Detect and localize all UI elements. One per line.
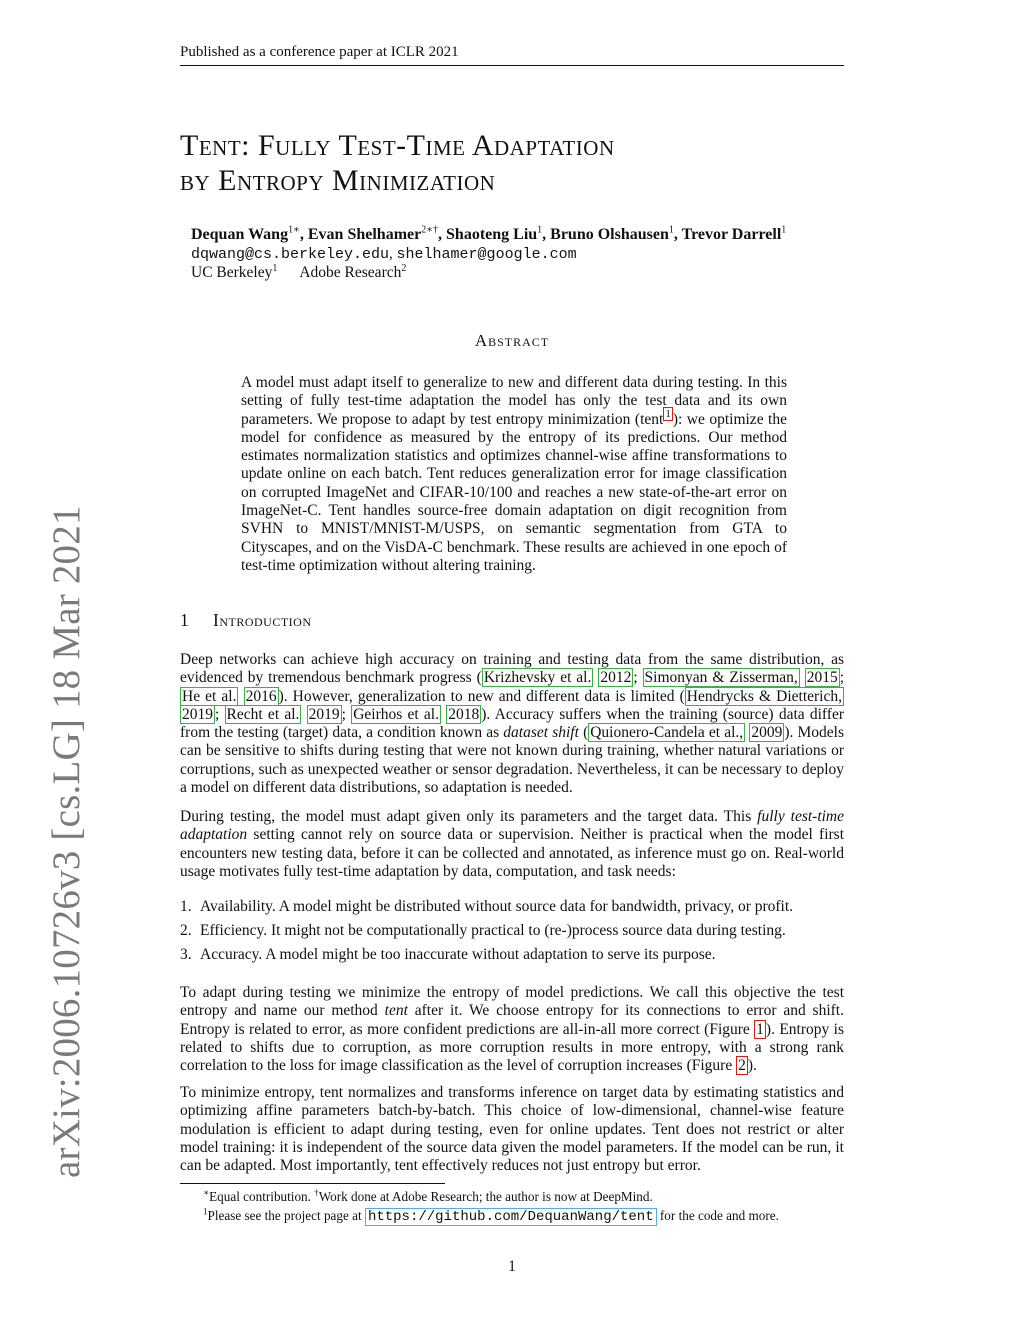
footnote-2 bbox=[203, 1208, 779, 1225]
citation-link[interactable]: Krizhevsky et al. bbox=[483, 669, 592, 687]
body-text: after it. We choose entropy for its connections to error and shift. Entropy is related to error, as more confident predictions are all-in-all more correct (Figure bbox=[180, 1002, 844, 1038]
citation-link[interactable]: 2012 bbox=[600, 669, 632, 687]
list-text: Efficiency. It might not be computationally practical to (re-)process source data during testing. bbox=[200, 922, 786, 939]
author-emails bbox=[191, 246, 577, 263]
emphasis-text: dataset shift bbox=[503, 724, 579, 742]
intro-paragraph-4: To minimize entropy, tent normalizes and transforms inference on target data by estimating statistics and optimizing affine parameters batch-by-batch. This choice of low-dimensional, channel-wise feature modulation is efficient to adapt during testing, even for online updates. Tent does not restrict or alter model training: it is independent of the source data given the model parameters. If the model can be run, it can be adapted. Most importantly, tent effectively reduces not just entropy but error. bbox=[180, 1084, 844, 1175]
author-affil-mark: 1 bbox=[537, 224, 543, 236]
author-affil-mark: 2∗† bbox=[421, 224, 439, 236]
body-text: During testing, the model must adapt given only its parameters and the target data. This bbox=[180, 808, 758, 825]
list-number: 2. bbox=[180, 922, 192, 939]
body-text: Deep networks can achieve high accuracy on training and testing data from the same distribution, as evidenced by tremendous benchmark progress ( bbox=[180, 651, 844, 687]
list-item bbox=[180, 922, 786, 940]
author-affil-mark: 1 bbox=[668, 224, 674, 236]
emphasis-text: tent bbox=[384, 1002, 408, 1020]
footnote-text: Equal contribution. bbox=[209, 1189, 315, 1204]
body-text: setting cannot rely on source data or supervision. Neither is practical when the model first encounters new testing data, before it can be collected and annotated, as inference must go on. Real-world usage motivates fully test-time adaptation by data, computation, and task needs: bbox=[180, 826, 844, 880]
body-text: To adapt during testing we minimize the entropy of model predictions. We call this objective the test entropy and name our method bbox=[180, 984, 844, 1020]
abstract-body bbox=[241, 374, 787, 575]
author-affil-mark: 1∗ bbox=[288, 224, 300, 236]
author-name: Dequan Wang bbox=[191, 226, 289, 243]
citation-link[interactable]: 2015 bbox=[806, 669, 838, 687]
header-rule bbox=[180, 65, 844, 66]
body-text: ). However, generalization to new and different data is limited ( bbox=[278, 687, 685, 705]
emphasis-text: fully test-time adaptation bbox=[180, 808, 845, 844]
footnote-ref-link[interactable]: 1 bbox=[665, 408, 671, 421]
citation-link[interactable]: Recht et al. bbox=[226, 705, 300, 723]
body-text: ). Accuracy suffers when the training (source) data differ from the testing (target) data, a condition known as bbox=[180, 705, 845, 742]
running-header: Published as a conference paper at ICLR 2021 bbox=[180, 44, 459, 60]
footnote-text: for the code and more. bbox=[656, 1208, 779, 1223]
footnote-text: Please see the project page at bbox=[207, 1208, 365, 1223]
section-title: Introduction bbox=[213, 610, 312, 630]
abstract-text: A model must adapt itself to generalize to new and different data during testing. In this setting of fully test-time adaptation the model has only the test data and its own parameters. We propose to adapt by test entropy minimization (tent bbox=[241, 374, 787, 428]
abstract-text: ): we optimize the model for confidence as measured by the entropy of its predictions. Our method estimates normalization statistics and optimizes channel-wise affine transformations to update online on each batch. Tent reduces generalization error for image classification on corrupted ImageNet and CIFAR-10/100 and reaches a new state-of-the-art error on ImageNet-C. Tent handles source-free domain adaptation on digit recognition from SVHN to MNIST/MNIST-M/USPS, on semantic segmentation from GTA to Cityscapes, and on the VisDA-C benchmark. These results are achieved in one epoch of test-time optimization without altering training. bbox=[241, 410, 787, 574]
affiliation-mark: 2 bbox=[401, 262, 407, 274]
citation-link[interactable]: 2019 bbox=[308, 705, 340, 723]
footnote-rule bbox=[180, 1183, 445, 1184]
author-name: , Trevor Darrell bbox=[673, 226, 782, 243]
citation-link[interactable]: 2019 bbox=[182, 705, 213, 723]
body-text: ( bbox=[578, 724, 589, 742]
affiliations bbox=[191, 264, 406, 282]
citation-link[interactable]: 2009 bbox=[751, 724, 783, 742]
figure-ref-link[interactable]: 1 bbox=[756, 1020, 764, 1038]
body-text: ). Entropy is related to shifts due to corruption, as more corruption results in more entropy, with a strong rank correlation to the loss for image classification as the level of corruption increases (Figure bbox=[180, 1020, 844, 1075]
abstract-heading: Abstract bbox=[474, 331, 550, 350]
citation-link[interactable]: Geirhos et al. bbox=[353, 705, 439, 723]
list-item bbox=[180, 946, 716, 964]
body-text: ). bbox=[747, 1057, 757, 1075]
footnote-mark: 1 bbox=[203, 1206, 208, 1217]
author-list bbox=[191, 226, 786, 244]
author-name: , Evan Shelhamer bbox=[299, 226, 422, 243]
citation-link[interactable]: Hendrycks & Dietterich, bbox=[686, 687, 842, 705]
citation-link[interactable]: Quionero-Candela et al., bbox=[590, 724, 744, 742]
title-line-2: by Entropy Minimization bbox=[180, 164, 496, 197]
list-number: 3. bbox=[180, 946, 192, 963]
list-number: 1. bbox=[180, 898, 192, 915]
list-text: Availability. A model might be distributed without source data for bandwidth, privacy, or profit. bbox=[200, 898, 794, 915]
author-name: , Shaoteng Liu bbox=[438, 226, 538, 243]
email-separator: , bbox=[389, 246, 397, 262]
list-text: Accuracy. A model might be too inaccurate without adaptation to serve its purpose. bbox=[200, 946, 716, 963]
affiliation-mark: 1 bbox=[272, 262, 278, 274]
affiliation: Adobe Research bbox=[299, 264, 402, 281]
arxiv-stamp: arXiv:2006.10726v3 [cs.LG] 18 Mar 2021 bbox=[45, 505, 88, 1178]
page-number: 1 bbox=[508, 1258, 516, 1275]
footnote-text: Work done at Adobe Research; the author is now at DeepMind. bbox=[318, 1189, 653, 1204]
list-item bbox=[180, 898, 793, 916]
intro-paragraph-2 bbox=[180, 808, 844, 881]
section-number: 1 bbox=[180, 610, 190, 630]
body-text: ). Models can be sensitive to shifts during testing that were not known during training, whether natural variations or corruptions, such as unexpected weather or sensor degradation. Nevertheless, it can be necessary to deploy a model on different data distributions, so adaptation is needed. bbox=[180, 724, 844, 797]
author-name: , Bruno Olshausen bbox=[542, 226, 669, 243]
footnote-1 bbox=[203, 1189, 653, 1205]
footnote-mark: † bbox=[314, 1187, 319, 1198]
intro-paragraph-3 bbox=[180, 984, 844, 1075]
author-affil-mark: 1 bbox=[781, 224, 787, 236]
citation-link[interactable]: He et al. bbox=[182, 687, 237, 705]
footnote-mark: ∗ bbox=[203, 1187, 210, 1198]
email-link[interactable]: dqwang@cs.berkeley.edu bbox=[191, 246, 390, 263]
affiliation: UC Berkeley bbox=[191, 264, 273, 281]
section-heading bbox=[180, 610, 312, 631]
project-url-link[interactable]: https://github.com/DequanWang/tent bbox=[365, 1208, 657, 1226]
figure-ref-link[interactable]: 2 bbox=[738, 1057, 746, 1075]
citation-link[interactable]: 2018 bbox=[448, 705, 480, 723]
title-line-1: Tent: Fully Test-Time Adaptation bbox=[180, 129, 615, 162]
citation-link[interactable]: 2016 bbox=[245, 687, 277, 705]
intro-paragraph-1: Deep networks can achieve high accuracy on training and testing data from the same distribution, as evidenced by tremendous benchmark progress ( Krizhevsky et al. 2012 ; Simonyan & Zisserman, 2015 ; He et al. 2016 ). However, generalization to new and different data is limited ( Hendrycks & Dietterich, 2019 ; Recht et al. 2019 ; Geirhos et al. 2018 ). Accuracy suffers when the training (source) data differ from the testing (target) data, a condition known as dataset shift ( Quionero-Candela et al., 2009 ). Models can be sensitive to shifts during testing that were not known during training, whether natural variations or corruptions, such as unexpected weather or sensor degradation. Nevertheless, it can be necessary to deploy a model on different data distributions, so adaptation is needed. bbox=[180, 651, 845, 797]
paper-title bbox=[180, 128, 615, 198]
citation-link[interactable]: Simonyan & Zisserman, bbox=[644, 669, 798, 687]
email-link[interactable]: shelhamer@google.com bbox=[396, 246, 577, 263]
